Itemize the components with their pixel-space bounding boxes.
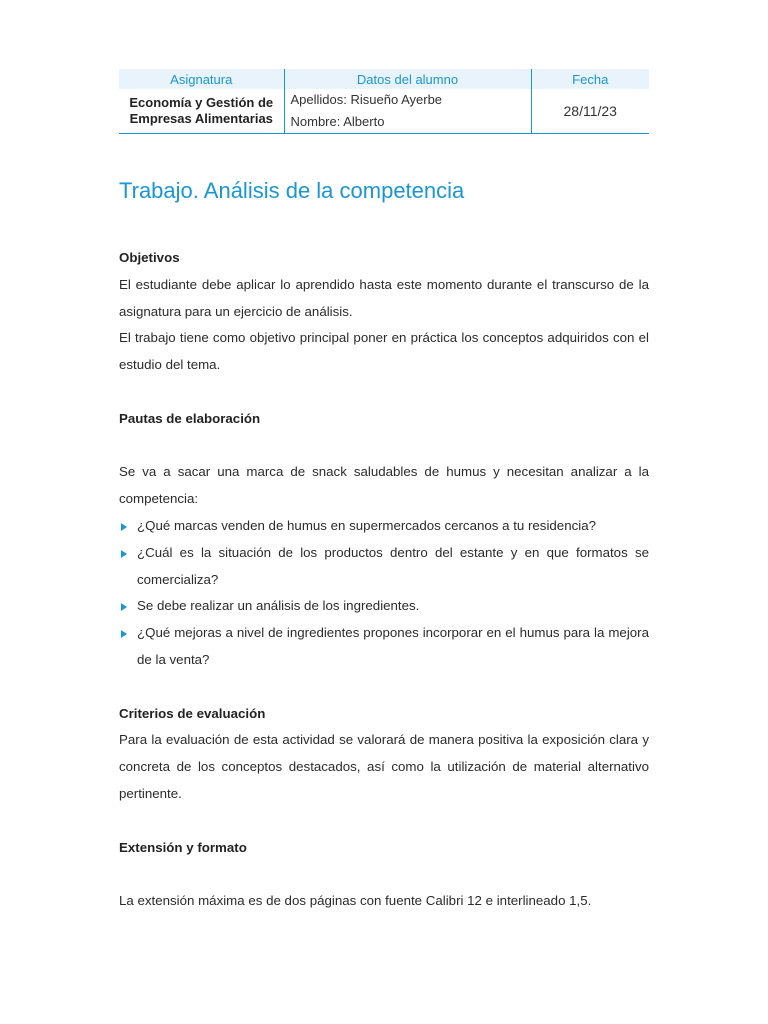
guidelines-list: [119, 513, 649, 674]
header-student: Datos del alumno: [284, 69, 531, 89]
document-page: [119, 69, 649, 909]
objectives-paragraph-2: El trabajo tiene como objetivo principal poner en práctica los conceptos adquiridos con el estudio del tema.: [119, 330, 649, 373]
student-name: Nombre: Alberto: [290, 114, 385, 129]
subject-line-1: Economía y Gestión de: [129, 95, 274, 110]
triangle-bullet-icon: [121, 523, 127, 531]
list-item: ¿Qué marcas venden de humus en supermercados cercanos a tu residencia?: [119, 513, 649, 540]
criteria-heading: Criterios de evaluación: [119, 705, 266, 721]
format-paragraph: La extensión máxima es de dos páginas con fuente Calibri 12 e interlineado 1,5.: [119, 893, 592, 909]
subject-cell: [119, 89, 284, 134]
guidelines-intro: Se va a sacar una marca de snack saludables de humus y necesitan analizar a la competencia:: [119, 464, 649, 507]
document-body: [119, 245, 649, 915]
student-surname: Apellidos: Risueño Ayerbe: [290, 92, 443, 107]
objectives-heading: Objetivos: [119, 250, 180, 265]
header-subject: Asignatura: [119, 69, 284, 89]
date-cell: 28/11/23: [531, 89, 649, 134]
format-heading: Extensión y formato: [119, 839, 247, 855]
list-item: ¿Qué mejoras a nivel de ingredientes propones incorporar en el humus para la mejora de la venta?: [119, 620, 649, 674]
student-cell: [284, 89, 531, 134]
header-row: [119, 69, 649, 89]
header-date: Fecha: [531, 69, 649, 89]
triangle-bullet-icon: [121, 603, 127, 611]
list-item: ¿Cuál es la situación de los productos dentro del estante y en que formatos se comercializa?: [119, 540, 649, 594]
objectives-paragraph-1: El estudiante debe aplicar lo aprendido hasta este momento durante el transcurso de la asignatura para un ejercicio de análisis.: [119, 276, 649, 319]
subject-line-2: Empresas Alimentarias: [129, 111, 273, 126]
criteria-paragraph: Para la evaluación de esta actividad se valorará de manera positiva la exposición clara y concreta de los conceptos destacados, así como la utilización de material alternativo pertinente.: [119, 732, 649, 801]
document-title: Trabajo. Análisis de la competencia: [119, 178, 465, 203]
header-values-row: [119, 89, 649, 134]
guidelines-heading: Pautas de elaboración: [119, 410, 261, 426]
triangle-bullet-icon: [121, 550, 127, 558]
list-item: Se debe realizar un análisis de los ingredientes.: [119, 593, 649, 620]
triangle-bullet-icon: [121, 630, 127, 638]
header-table: [119, 69, 649, 134]
